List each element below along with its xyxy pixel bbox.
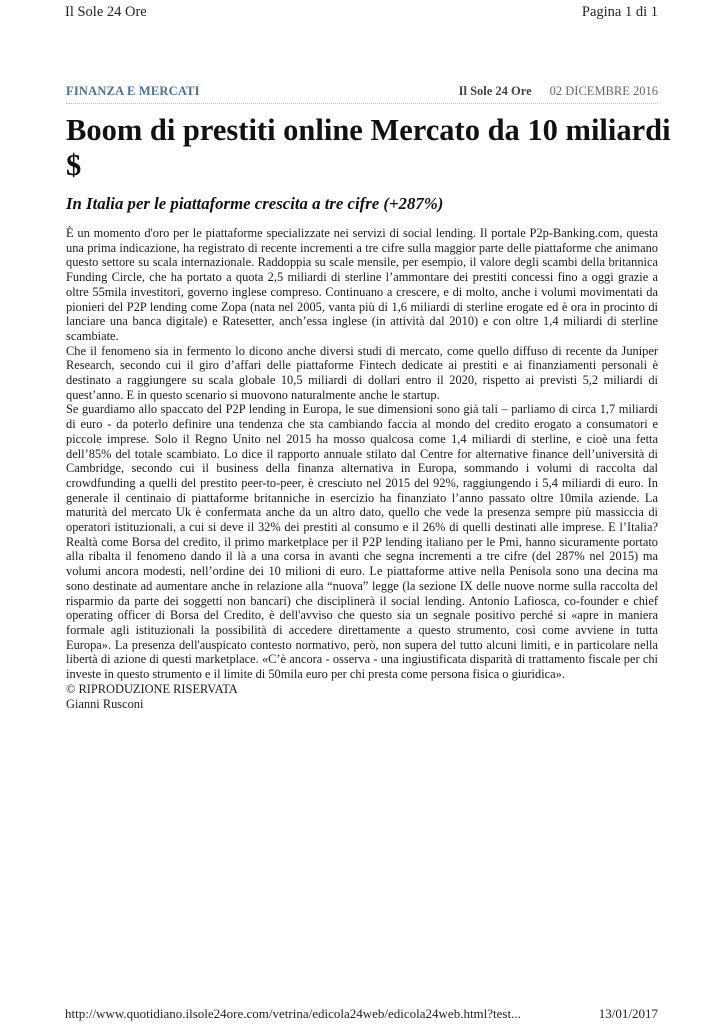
section-label: FINANZA E MERCATI	[66, 84, 200, 98]
article-author: Gianni Rusconi	[66, 696, 144, 711]
publication-date: 02 DICEMBRE 2016	[549, 84, 658, 98]
source-label: Il Sole 24 Ore	[458, 84, 532, 98]
copyright-notice: © RIPRODUZIONE RISERVATA	[66, 681, 238, 696]
section-bar	[66, 84, 658, 104]
article-body	[66, 226, 658, 711]
article-paragraph: Che il fenomeno sia in fermento lo dicono anche diversi studi di mercato, come quello diffuso di recente da Juniper Research, secondo cui il giro d’affari delle piattaforme Fintech dedicate ai prestiti e ai finanziamenti personali è destinato a raggiungere su scala globale 10,5 miliardi di dollari entro il 2020, rispetto ai previsti 5,2 miliardi di quest’anno. E in questo scenario si muovono naturalmente anche le startup.	[66, 343, 658, 402]
article-paragraph: Se guardiamo allo spaccato del P2P lending in Europa, le sue dimensioni sono già tali – parliamo di circa 1,7 miliardi di euro - da poterlo definire una tendenza che sta cambiando faccia al mondo del credito erogato a consumatori e piccole imprese. Solo il Regno Unito nel 2015 ha mosso qualcosa come 1,4 miliardi di sterline, e cioè una fetta dell’85% del totale scambiato. Lo dice il rapporto annuale stilato dal Centre for alternative finance dell’università di Cambridge, secondo cui il business della finanza alternativa in Europa, sommando i volumi di raccolta dal crowdfunding a quelli del prestito peer-to-peer, è cresciuto nel 2015 del 92%, raggiungendo i 5,4 miliardi di euro. In generale il centinaio di piattaforme britanniche in esercizio ha finanziato l’anno passato oltre 10mila aziende. La maturità del mercato Uk è confermata anche da un altro dato, quello che vede la presenza sempre più massiccia di operatori istituzionali, a cui si deve il 32% dei prestiti al consumo e il 26% di quelli destinati alle imprese. E l’Italia? Realtà come Borsa del credito, il primo marketplace per il P2P lending italiano per le Pmi, hanno sicuramente portato alla ribalta il fenomeno dando il là a una corsa in avanti che segna incrementi a tre cifre (del 287% nel 2015) ma volumi ancora modesti, nell’ordine dei 10 milioni di euro. Le piattaforme attive nella Penisola sono una decina ma sono destinate ad aumentare anche in relazione alla “nuova” legge (la sezione IX delle nuove norme sulla raccolta del risparmio da parte dei soggetti non bancari) che disciplinerà il social lending. Antonio Lafiosca, co-founder e chief operating officer di Borsa del Credito, è dell'avviso che questo sia un segnale positivo perché si «apre in maniera formale agli istituzionali la possibilità di accedere direttamente a questo strumento, così come avviene in tutta Europa». La presenza dell'auspicato contesto normativo, però, non supera del tutto alcuni limiti, e in particolare nella libertà di azione di questi marketplace. «C’è ancora - osserva - una ingiustificata disparità di trattamento fiscale per chi investe in questo strumento e il limite di 50mila euro per chi presta come persona fisica o giuridica».	[66, 402, 658, 682]
article-paragraph: È un momento d'oro per le piattaforme specializzate nei servizi di social lending. Il portale P2p-Banking.com, questa una prima indicazione, ha registrato di recente incrementi a tre cifre sulla maggior parte delle piattaforme che animano questo settore su scala internazionale. Raddoppia su scale mensile, per esempio, il valore degli scambi della britannica Funding Circle, che ha portato a quota 2,5 miliardi di sterline l’ammontare dei prestiti concessi fino a oggi grazie a oltre 55mila investitori, governo inglese compreso. Continuano a crescere, e di molto, anche i volumi movimentati da pionieri del P2P lending come Zopa (nata nel 2005, vanta più di 1,6 miliardi di sterline erogate ed è ora in procinto di lanciare una banca digitale) e Ratesetter, anch’essa inglese (in attività dal 2010) e con oltre 1,4 miliardi di sterline scambiate.	[66, 226, 658, 343]
article-title: Boom di prestiti online Mercato da 10 miliardi $	[66, 113, 671, 182]
print-footer	[65, 1006, 658, 1022]
print-header	[65, 4, 658, 21]
source-date-group	[459, 84, 658, 99]
article-subtitle: In Italia per le piattaforme crescita a tre cifre (+287%)	[66, 194, 444, 213]
publication-name: Il Sole 24 Ore	[65, 4, 147, 20]
print-date: 13/01/2017	[598, 1006, 658, 1021]
source-url: http://www.quotidiano.ilsole24ore.com/vetrina/edicola24web/edicola24web.html?test...	[65, 1006, 521, 1021]
page-counter: Pagina 1 di 1	[581, 4, 658, 20]
